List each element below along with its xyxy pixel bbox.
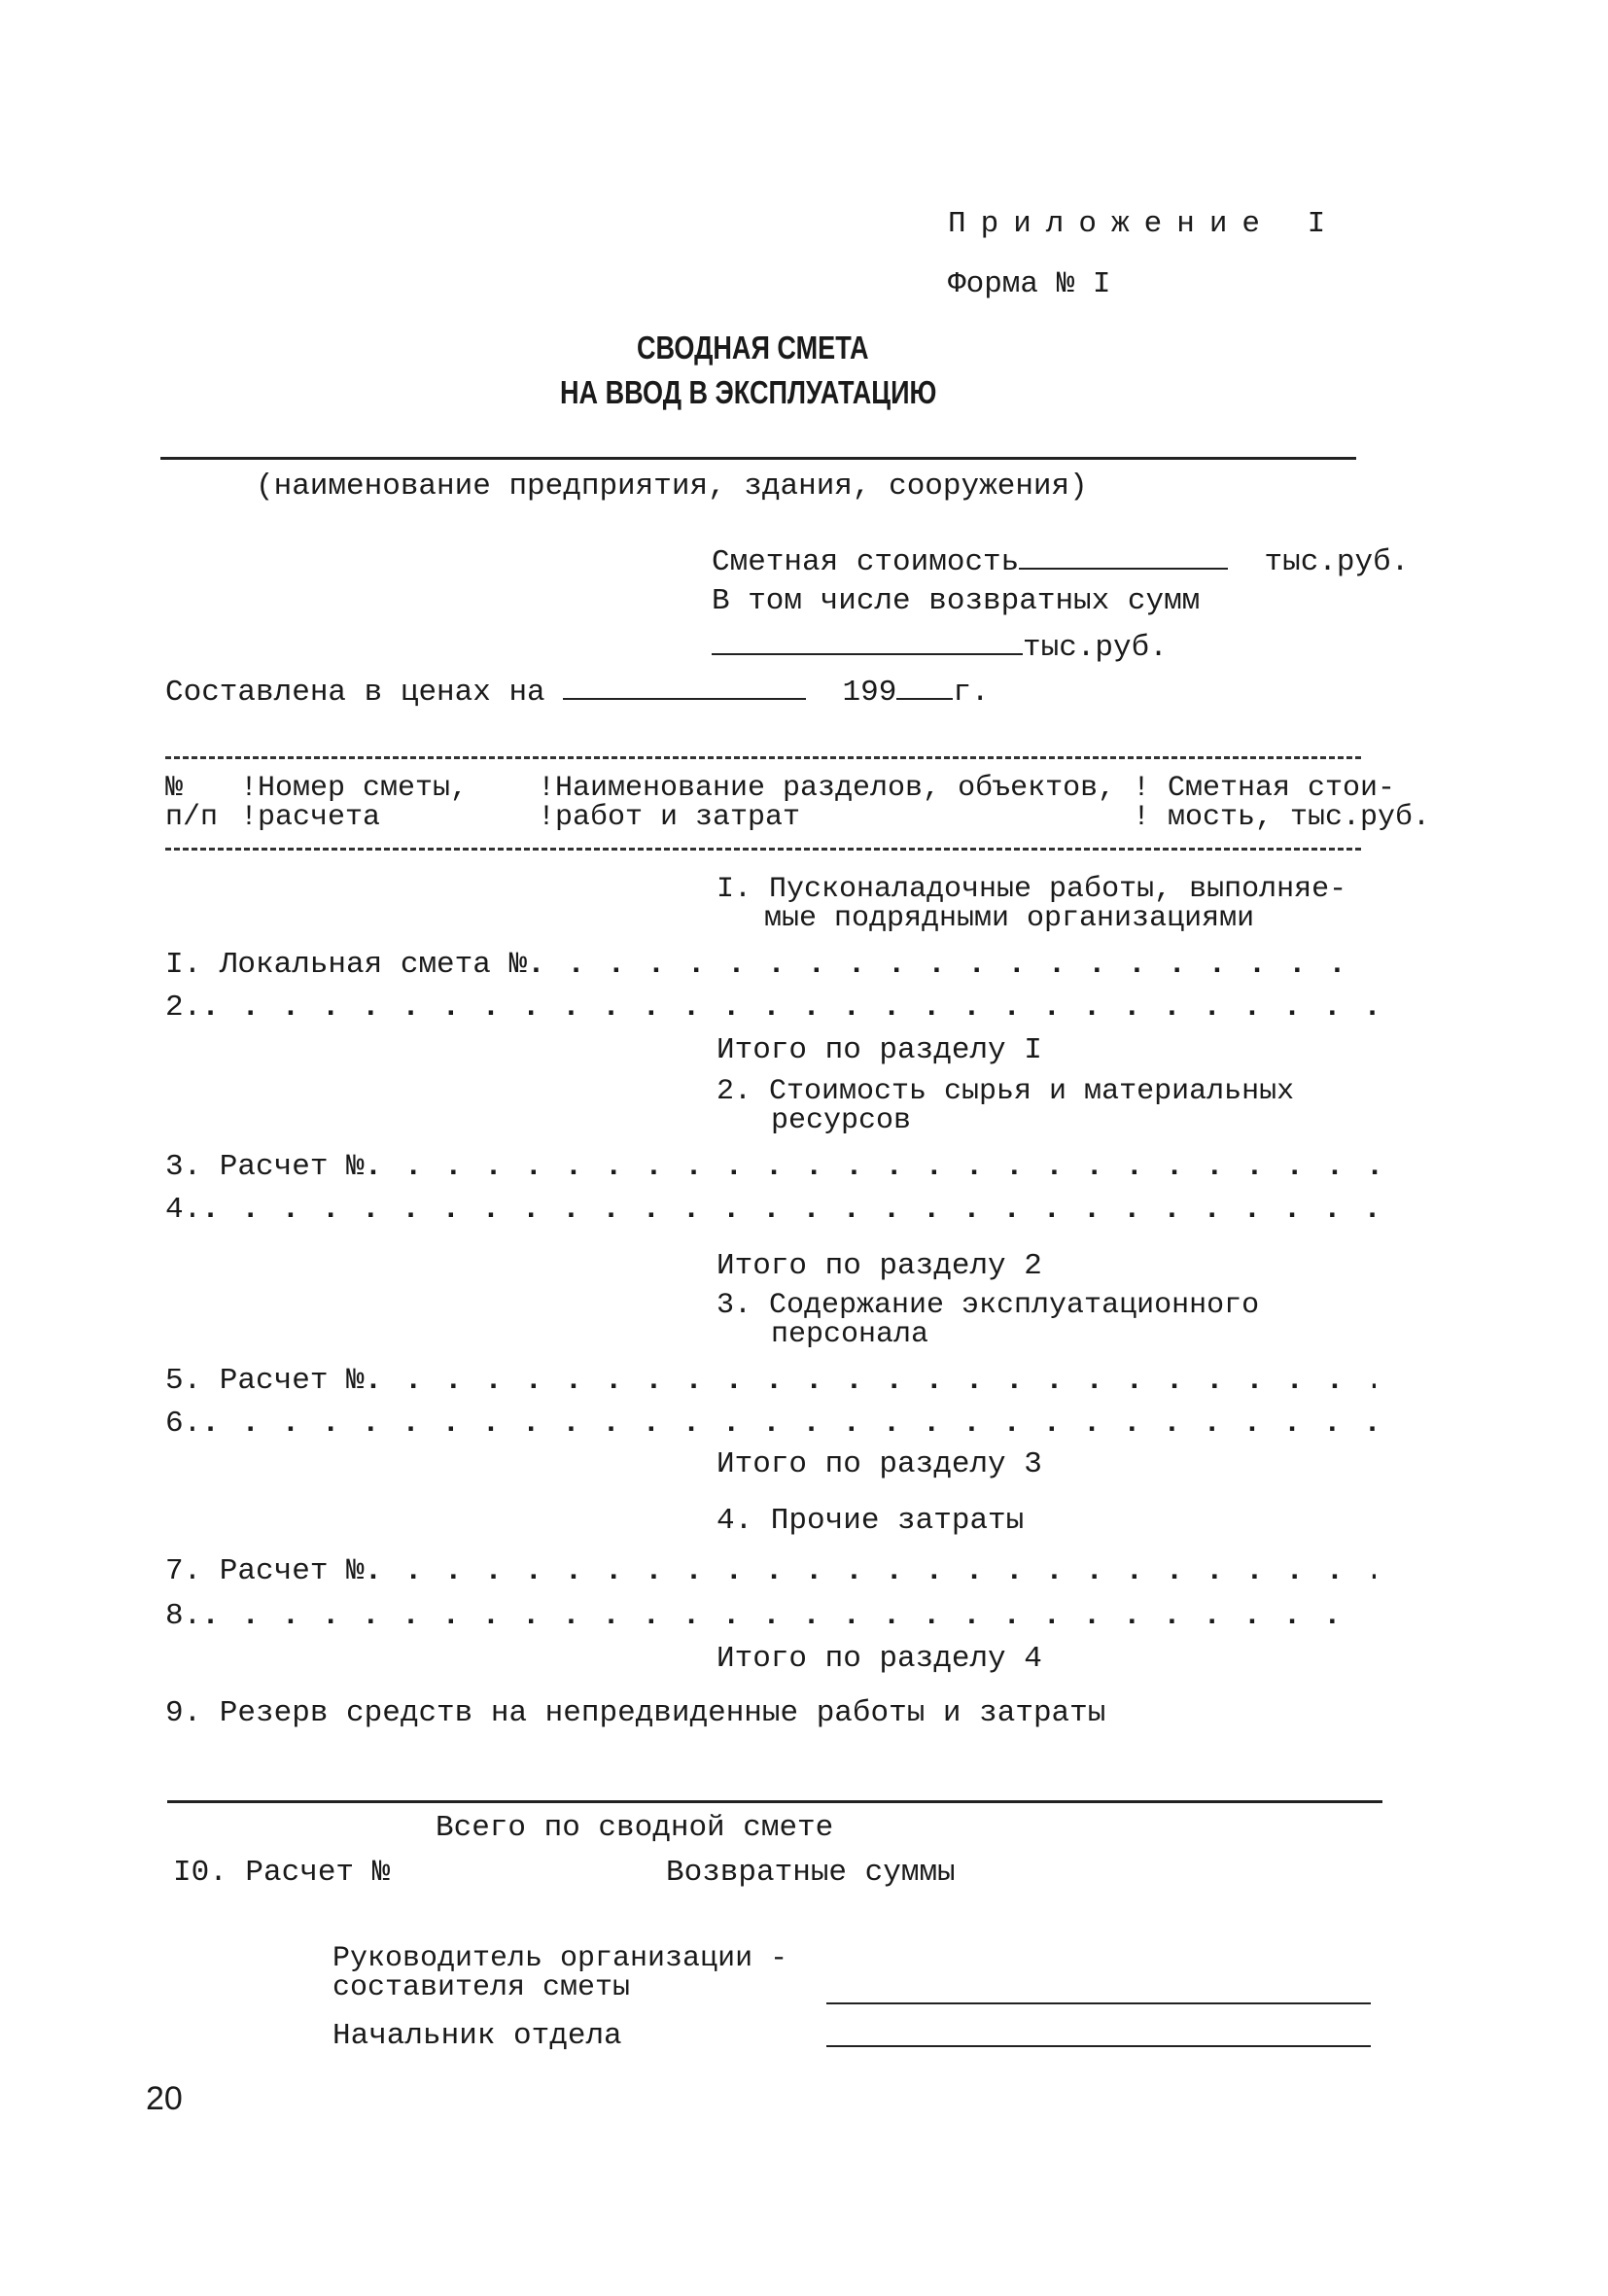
row-10-calculation: I0. Расчет № — [173, 1856, 391, 1890]
prices-year-suffix: г. — [953, 676, 990, 710]
table-header-bottom-dash — [165, 848, 1361, 851]
table-header-top-dash — [165, 756, 1361, 759]
prices-year-prefix: 199 — [842, 676, 897, 710]
row-4 — [165, 1194, 1395, 1227]
document-title-line2: НА ВВОД В ЭКСПЛУАТАЦИЮ — [560, 374, 937, 410]
returns-unit: тыс.руб. — [1023, 631, 1168, 665]
row-1-label: I. Локальная смета № — [165, 949, 528, 982]
signature-head-line1: Руководитель организации - — [332, 1942, 788, 1975]
col-cost-line1: ! Сметная стои- — [1133, 772, 1396, 805]
row-8-label: 8. — [165, 1600, 202, 1633]
row-1 — [165, 949, 1371, 982]
signature-dept-head: Начальник отдела — [332, 2019, 622, 2053]
section-2-title-line1: 2. Стоимость сырья и материальных — [717, 1075, 1295, 1108]
appendix-label: Приложение I — [948, 207, 1341, 241]
estimated-cost-label: Сметная стоимость — [712, 545, 1020, 579]
section-2-title-line2: ресурсов — [771, 1104, 912, 1137]
row-5-label: 5. Расчет № — [165, 1365, 365, 1398]
section-2-total: Итого по разделу 2 — [717, 1249, 1042, 1283]
row-7 — [165, 1555, 1376, 1588]
section-3-total: Итого по разделу 3 — [717, 1447, 1042, 1481]
row-8 — [165, 1600, 1351, 1633]
section-4-total: Итого по разделу 4 — [717, 1642, 1042, 1676]
returns-label: В том числе возвратных сумм — [712, 584, 1201, 618]
section-4-title: 4. Прочие затраты — [717, 1504, 1025, 1538]
row-7-label: 7. Расчет № — [165, 1555, 365, 1588]
estimated-cost-blank — [1019, 542, 1228, 570]
prices-line — [165, 673, 990, 710]
prices-date-blank — [563, 673, 806, 700]
row-9-reserve: 9. Резерв средств на непредвиденные работы и затраты — [165, 1696, 1106, 1730]
estimated-cost — [712, 542, 1409, 579]
returns-total-label: Возвратные суммы — [666, 1856, 956, 1890]
row-6-label: 6. — [165, 1408, 202, 1441]
row-3-label: 3. Расчет № — [165, 1151, 365, 1184]
returns-blank — [712, 628, 1023, 655]
col-number-line2: п/п — [165, 801, 219, 834]
col-cost-line2: ! мость, тыс.руб. — [1133, 801, 1431, 834]
prices-year-blank — [896, 673, 953, 700]
signature-head-line2: составителя сметы — [332, 1971, 631, 2004]
row-6 — [165, 1408, 1385, 1441]
row-4-label: 4. — [165, 1194, 202, 1227]
totals-divider — [167, 1800, 1382, 1803]
col-section-name-line1: !Наименование разделов, объектов, — [538, 772, 1116, 805]
row-2 — [165, 991, 1381, 1025]
col-estimate-number-line1: !Номер сметы, — [240, 772, 469, 805]
section-1-title-line2: мые подрядными организациями — [764, 902, 1255, 935]
section-1-total: Итого по разделу I — [717, 1033, 1042, 1067]
col-estimate-number-line2: !расчета — [240, 801, 381, 834]
row-2-label: 2. — [165, 991, 202, 1025]
returns-amount — [712, 628, 1168, 665]
col-section-name-line2: !работ и затрат — [538, 801, 801, 834]
signature-dept-line — [826, 2045, 1371, 2047]
estimated-cost-unit: тыс.руб. — [1264, 545, 1410, 579]
col-number-line1: № — [165, 772, 184, 805]
page-number: 20 — [146, 2080, 183, 2117]
section-1-title-line1: I. Пусконаладочные работы, выполняе- — [717, 873, 1347, 906]
enterprise-name-line — [160, 457, 1356, 460]
signature-head-line — [826, 2002, 1371, 2004]
section-3-title-line1: 3. Содержание эксплуатационного — [717, 1289, 1260, 1322]
row-5 — [165, 1365, 1376, 1398]
document-title-line1: СВОДНАЯ СМЕТА — [637, 330, 869, 365]
enterprise-caption: (наименование предприятия, здания, сооружения) — [256, 470, 1088, 504]
prices-label: Составлена в ценах на — [165, 676, 545, 710]
row-3 — [165, 1151, 1400, 1184]
form-number: Форма № I — [948, 267, 1111, 301]
section-3-title-line2: персонала — [771, 1318, 929, 1351]
grand-total-label: Всего по сводной смете — [436, 1811, 834, 1845]
